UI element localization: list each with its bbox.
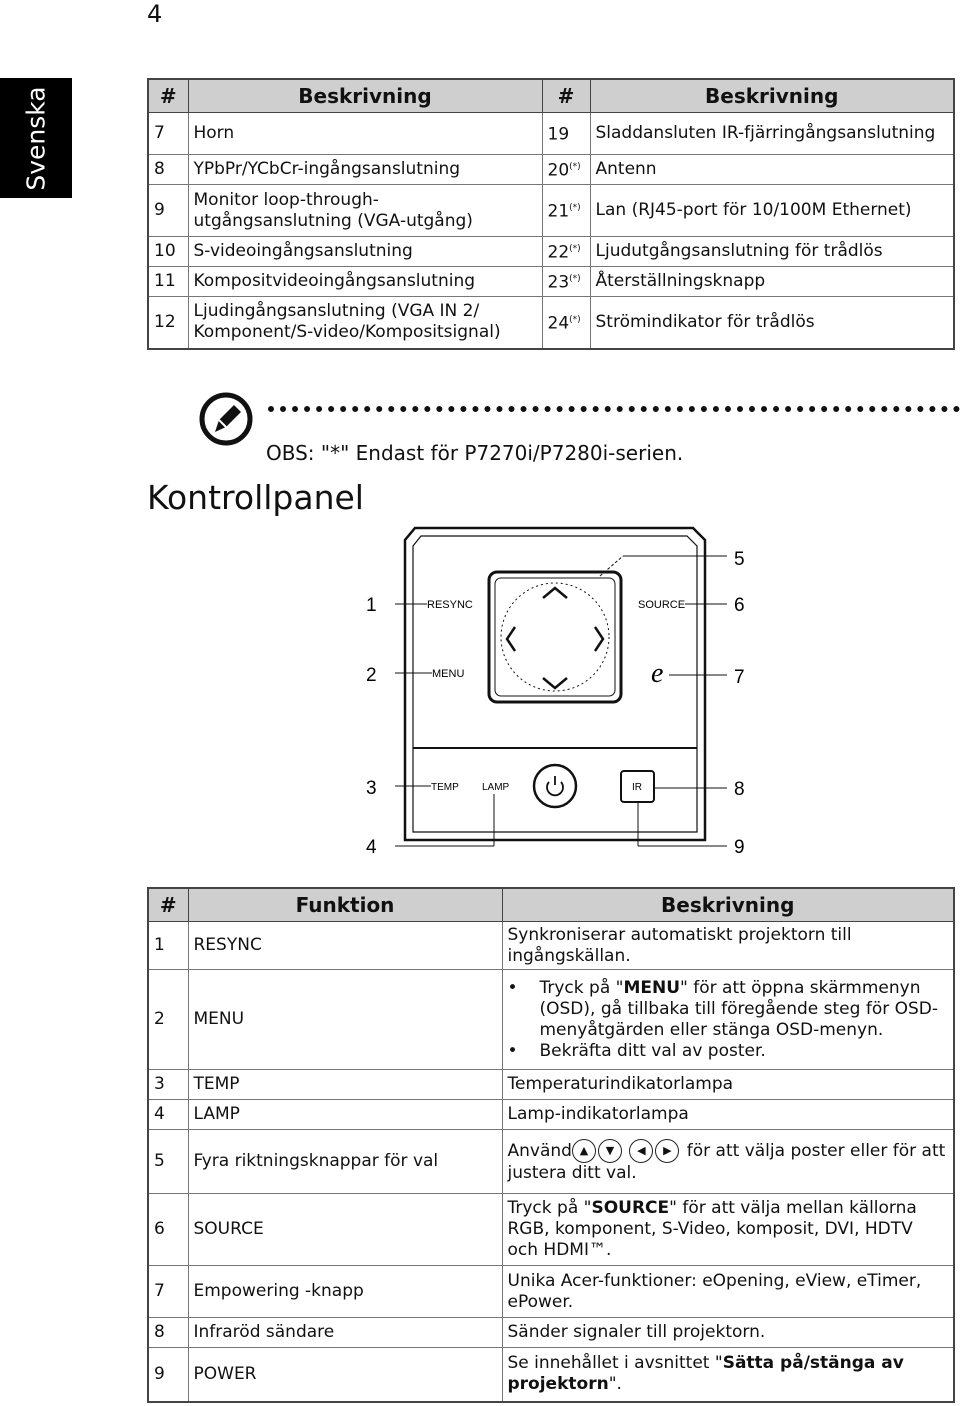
column-header: Beskrivning: [502, 888, 954, 922]
cell-function: Infraröd sändare: [188, 1318, 502, 1348]
cell-number: 2: [148, 970, 188, 1070]
cell-description: Sladdansluten IR-fjärringångsanslutning: [590, 113, 954, 155]
empowering-e-label: e: [651, 658, 664, 689]
column-header: Funktion: [188, 888, 502, 922]
table-row: [148, 1130, 954, 1194]
column-header: #: [148, 79, 188, 113]
temp-label: TEMP: [431, 782, 459, 793]
cell-number: 9: [148, 1348, 188, 1402]
cell-number: 10: [148, 237, 188, 267]
cell-number: 7: [148, 113, 188, 155]
cell-function: Empowering -knapp: [188, 1266, 502, 1318]
cell-description: Kompositvideoingångsanslutning: [188, 267, 542, 297]
table-row: [148, 185, 954, 237]
cell-number: 5: [148, 1130, 188, 1194]
cell-number: 11: [148, 267, 188, 297]
callout-6: 6: [734, 595, 745, 616]
callout-4: 4: [366, 837, 377, 858]
power-button: [534, 765, 576, 807]
cell-function: SOURCE: [188, 1194, 502, 1266]
arrow-up-icon: ▲: [572, 1139, 596, 1163]
list-item: • Tryck på "MENU" för att öppna skärmmenyn (OSD), gå tillbaka till föregående steg för OSD-menyåtgärden eller stänga OSD-menyn.: [540, 978, 949, 1041]
note-pencil-icon: [197, 390, 255, 448]
column-header: #: [542, 79, 590, 113]
page-number: 4: [147, 0, 163, 28]
cell-description: Synkroniserar automatiskt projektorn till ingångskällan.: [502, 922, 954, 970]
language-tab: [0, 78, 72, 198]
table-row: [148, 1070, 954, 1100]
cell-description: YPbPr/YCbCr-ingångsanslutning: [188, 155, 542, 185]
ir-label: IR: [632, 782, 642, 793]
cell-number: 3: [148, 1070, 188, 1100]
source-label: SOURCE: [638, 599, 686, 611]
cell-description: Återställningsknapp: [590, 267, 954, 297]
cell-description: Lamp-indikatorlampa: [502, 1100, 954, 1130]
callout-9: 9: [734, 837, 745, 858]
cell-number: 24(*): [542, 297, 590, 349]
cell-function: LAMP: [188, 1100, 502, 1130]
cell-description: Antenn: [590, 155, 954, 185]
column-header: #: [148, 888, 188, 922]
table-row: [148, 113, 954, 155]
note-body: "*" Endast för P7270i/P7280i-serien.: [320, 441, 684, 465]
column-header: Beskrivning: [188, 79, 542, 113]
cell-number: 20(*): [542, 155, 590, 185]
callout-8: 8: [734, 779, 745, 800]
cell-function: MENU: [188, 970, 502, 1070]
cell-description: Använd ▲ ▼ ◀ ▶ för att välja poster eller för att justera ditt val.: [502, 1130, 954, 1194]
callout-7: 7: [734, 667, 745, 688]
table-row: [148, 1318, 954, 1348]
arrow-down-icon: ▼: [598, 1139, 622, 1163]
note-divider: [268, 406, 960, 412]
cell-number: 19: [542, 113, 590, 155]
cell-number: 1: [148, 922, 188, 970]
table-row: [148, 1348, 954, 1402]
function-table: [147, 887, 955, 1403]
cell-description: S-videoingångsanslutning: [188, 237, 542, 267]
cell-number: 22(*): [542, 237, 590, 267]
cell-function: POWER: [188, 1348, 502, 1402]
language-tab-label: Svenska: [21, 85, 51, 191]
table-row: [148, 970, 954, 1070]
cell-number: 8: [148, 155, 188, 185]
callout-3: 3: [366, 778, 377, 799]
callout-5: 5: [734, 549, 745, 570]
table-row: [148, 155, 954, 185]
table-row: [148, 1100, 954, 1130]
table-row: [148, 1266, 954, 1318]
table-row: [148, 267, 954, 297]
arrow-left-icon: ◀: [629, 1139, 653, 1163]
table-header-row: [148, 79, 954, 113]
cell-number: 7: [148, 1266, 188, 1318]
cell-number: 9: [148, 185, 188, 237]
callout-1: 1: [366, 595, 377, 616]
table-header-row: [148, 888, 954, 922]
cell-description: Ljudingångsanslutning (VGA IN 2/ Komponent/S-video/Kompositsignal): [188, 297, 542, 349]
cell-number: 4: [148, 1100, 188, 1130]
note-label: OBS:: [266, 441, 315, 465]
callout-2: 2: [366, 665, 377, 686]
cell-function: TEMP: [188, 1070, 502, 1100]
cell-number: 12: [148, 297, 188, 349]
cell-description: Se innehållet i avsnittet "Sätta på/stänga av projektorn".: [502, 1348, 954, 1402]
cell-description: Sänder signaler till projektorn.: [502, 1318, 954, 1348]
column-header: Beskrivning: [590, 79, 954, 113]
table-row: [148, 1194, 954, 1266]
table-row: [148, 237, 954, 267]
table-row: [148, 922, 954, 970]
cell-number: 23(*): [542, 267, 590, 297]
cell-description: Strömindikator för trådlös: [590, 297, 954, 349]
cell-function: Fyra riktningsknappar för val: [188, 1130, 502, 1194]
cell-description: Lan (RJ45-port för 10/100M Ethernet): [590, 185, 954, 237]
cell-description: Tryck på "SOURCE" för att välja mellan källorna RGB, komponent, S-Video, komposit, DVI, HDTV och HDMI™.: [502, 1194, 954, 1266]
cell-description: [502, 970, 954, 1070]
connector-table: [147, 78, 955, 350]
cell-number: 8: [148, 1318, 188, 1348]
cell-number: 6: [148, 1194, 188, 1266]
cell-description: Temperaturindikatorlampa: [502, 1070, 954, 1100]
arrow-right-icon: ▶: [655, 1139, 679, 1163]
lamp-label: LAMP: [482, 782, 510, 793]
list-item: • Bekräfta ditt val av poster.: [540, 1041, 949, 1062]
resync-label: RESYNC: [427, 599, 473, 611]
cell-number: 21(*): [542, 185, 590, 237]
cell-description: Monitor loop-through-utgångsanslutning (VGA-utgång): [188, 185, 542, 237]
menu-label: MENU: [432, 668, 465, 680]
control-panel-diagram: [355, 520, 760, 865]
table-row: [148, 297, 954, 349]
cell-description: Ljudutgångsanslutning för trådlös: [590, 237, 954, 267]
cell-description: Horn: [188, 113, 542, 155]
cell-description: Unika Acer-funktioner: eOpening, eView, eTimer, ePower.: [502, 1266, 954, 1318]
cell-function: RESYNC: [188, 922, 502, 970]
note-text: [266, 441, 683, 465]
section-title: Kontrollpanel: [147, 478, 364, 517]
